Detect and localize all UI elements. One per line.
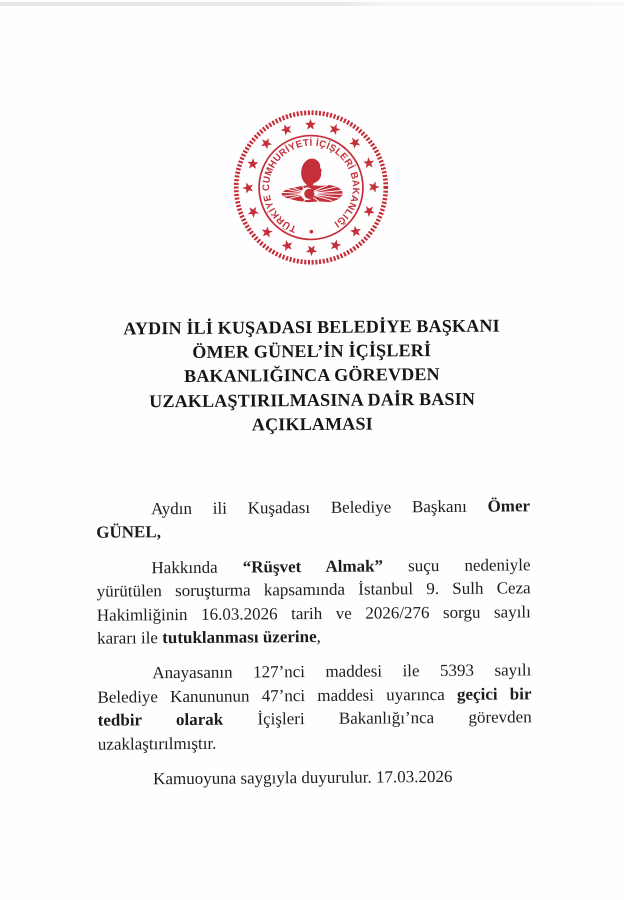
body-line <box>98 764 532 791</box>
body-text-segment: kararı ile <box>96 628 163 648</box>
ministry-seal-graphic <box>233 109 389 265</box>
title-line: AYDIN İLİ KUŞADASI BELEDİYE BAŞKANI <box>123 315 500 339</box>
seal-star-icon <box>279 122 293 136</box>
body-line <box>96 553 530 580</box>
ministry-seal <box>233 109 389 265</box>
body-text-segment: yürütülen soruşturma kapsamında İstanbul 9. Sulh Ceza <box>96 578 531 601</box>
body-line <box>97 577 531 604</box>
seal-star-icon <box>242 182 253 193</box>
seal-star-icon <box>328 122 342 136</box>
seal-star-icon <box>362 156 376 170</box>
body-text-segment: İçişleri Bakanlığı’nca görevden <box>223 707 532 729</box>
press-release-title <box>40 313 585 438</box>
seal-star-icon <box>363 204 377 218</box>
body-paragraph <box>96 494 530 544</box>
body-line <box>97 682 531 709</box>
body-text-segment: Aydın ili Kuşadası Belediye Başkanı <box>150 496 488 519</box>
body-text-bold: geçici bir <box>456 684 532 704</box>
seal-ring-text: TÜRKİYE CUMHURİYETİ İÇİŞLERİ BAKANLIĞI <box>261 137 362 235</box>
title-line: AÇIKLAMASI <box>251 413 373 435</box>
body-text-bold: “Rüşvet Almak” <box>242 556 384 577</box>
ataturk-silhouette-icon <box>301 158 322 186</box>
body-text-bold: Ömer <box>487 496 531 516</box>
seal-star-icon <box>305 119 316 130</box>
seal-star-icon <box>369 181 380 192</box>
seal-star-icon <box>348 224 363 239</box>
body-text-segment: Hakkında <box>151 557 243 578</box>
body-paragraph <box>96 553 531 650</box>
body-text-bold: tedbir olarak <box>97 709 224 730</box>
seal-star-icon <box>258 135 273 150</box>
seal-star-icon <box>348 135 363 150</box>
body-text-segment: Anayasanın 127’nci maddesi ile 5393 sayılı <box>152 660 532 683</box>
seal-center-emblem-icon <box>281 158 343 202</box>
body-line <box>96 494 530 521</box>
body-line <box>97 623 531 650</box>
body-text-bold: GÜNEL, <box>96 522 161 543</box>
seal-star-icon <box>245 157 259 171</box>
body-text-segment: uzaklaştırılmıştır. <box>97 733 217 754</box>
seal-star-icon <box>306 245 317 256</box>
body-paragraph <box>98 764 532 791</box>
seal-star-icon <box>280 239 294 253</box>
title-line: ÖMER GÜNEL’İN İÇİŞLERİ <box>192 340 432 363</box>
body-text-segment: Belediye Kanununun 47’nci maddesi uyarınca <box>97 684 458 707</box>
body-line <box>98 706 532 733</box>
body-line <box>97 659 531 686</box>
seal-star-icon <box>246 205 260 219</box>
title-line: UZAKLAŞTIRILMASINA DAİR BASIN <box>149 388 476 411</box>
body-text-segment: Hakimliğinin 16.03.2026 tarih ve 2026/276 sorgu sayılı <box>96 601 531 625</box>
crescent-inner-icon <box>304 189 314 199</box>
press-release-body <box>96 494 532 803</box>
seal-bottom-dot-icon <box>310 230 314 234</box>
title-line: BAKANLIĞINCA GÖREVDEN <box>184 364 440 387</box>
seal-star-icon <box>328 239 342 253</box>
body-paragraph <box>97 659 532 756</box>
body-text-segment: Kamuoyuna saygıyla duyurulur. 17.03.2026 <box>153 766 453 789</box>
seal-star-icon <box>259 225 274 240</box>
body-text-segment: , <box>316 626 321 647</box>
body-text-segment: suçu nedeniyle <box>382 555 531 576</box>
body-line <box>97 600 531 627</box>
body-line <box>96 518 530 545</box>
body-line <box>98 729 532 756</box>
body-text-bold: tutuklanması üzerine <box>162 627 317 648</box>
